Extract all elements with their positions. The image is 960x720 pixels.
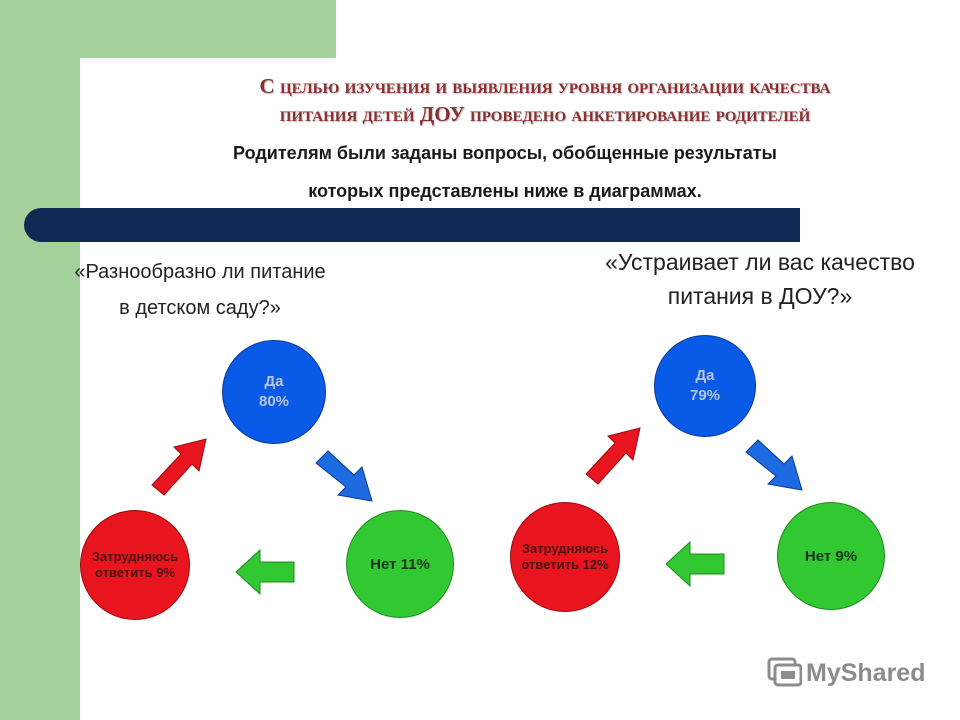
- arrow-up-right-icon: [146, 433, 210, 503]
- top-accent-bar: [80, 0, 336, 58]
- unsure-line-1a: Затрудняюсь: [91, 549, 179, 564]
- arrow-down-right-icon: [742, 434, 812, 496]
- no-circle-1: [346, 510, 454, 618]
- yes-circle-2: [654, 335, 756, 437]
- myshared-logo-icon: [766, 656, 802, 690]
- title-line-2: питания детей ДОУ проведено анкетирование родителей: [279, 102, 811, 126]
- question-2-line-1: «Устраивает ли вас качество: [605, 249, 915, 275]
- arrow-left-icon: [664, 540, 726, 588]
- corner-decoration: [80, 80, 130, 130]
- watermark-text: MyShared: [806, 658, 926, 687]
- yes-value-1: 80%: [258, 393, 290, 410]
- unsure-line-1b: ответить 9%: [95, 565, 175, 580]
- side-accent-bar: [0, 0, 80, 720]
- yes-circle-1: [222, 340, 326, 444]
- arrow-down-right-icon: [312, 445, 382, 507]
- question-2-line-2: питания в ДОУ?»: [667, 283, 853, 309]
- unsure-line-2b: ответить 12%: [521, 557, 609, 572]
- unsure-circle-2: [510, 502, 620, 612]
- no-label-2: Нет 9%: [804, 547, 858, 565]
- unsure-line-2a: Затрудняюсь: [521, 541, 609, 556]
- no-label-1: Нет 11%: [370, 555, 430, 573]
- question-2: [560, 245, 960, 313]
- yes-label-2: Да: [695, 367, 715, 384]
- question-1-line-2: в детском саду?»: [119, 297, 281, 319]
- question-1-line-1: «Разнообразно ли питание: [74, 261, 326, 283]
- yes-value-2: 79%: [689, 387, 721, 404]
- unsure-circle-1: [80, 510, 190, 620]
- divider-bar: [24, 208, 800, 242]
- subtitle: [130, 134, 880, 210]
- page-title: [150, 72, 940, 128]
- subtitle-line-1: Родителям были заданы вопросы, обобщенные результаты: [233, 143, 777, 163]
- subtitle-line-2: которых представлены ниже в диаграммах.: [308, 181, 702, 201]
- arrow-left-icon: [234, 548, 296, 596]
- arrow-up-right-icon: [580, 422, 644, 492]
- yes-label-1: Да: [264, 373, 284, 390]
- myshared-watermark: [766, 656, 925, 690]
- title-line-1: С целью изучения и выявления уровня организации качества: [259, 74, 831, 98]
- no-circle-2: [777, 502, 885, 610]
- question-1: [20, 254, 380, 326]
